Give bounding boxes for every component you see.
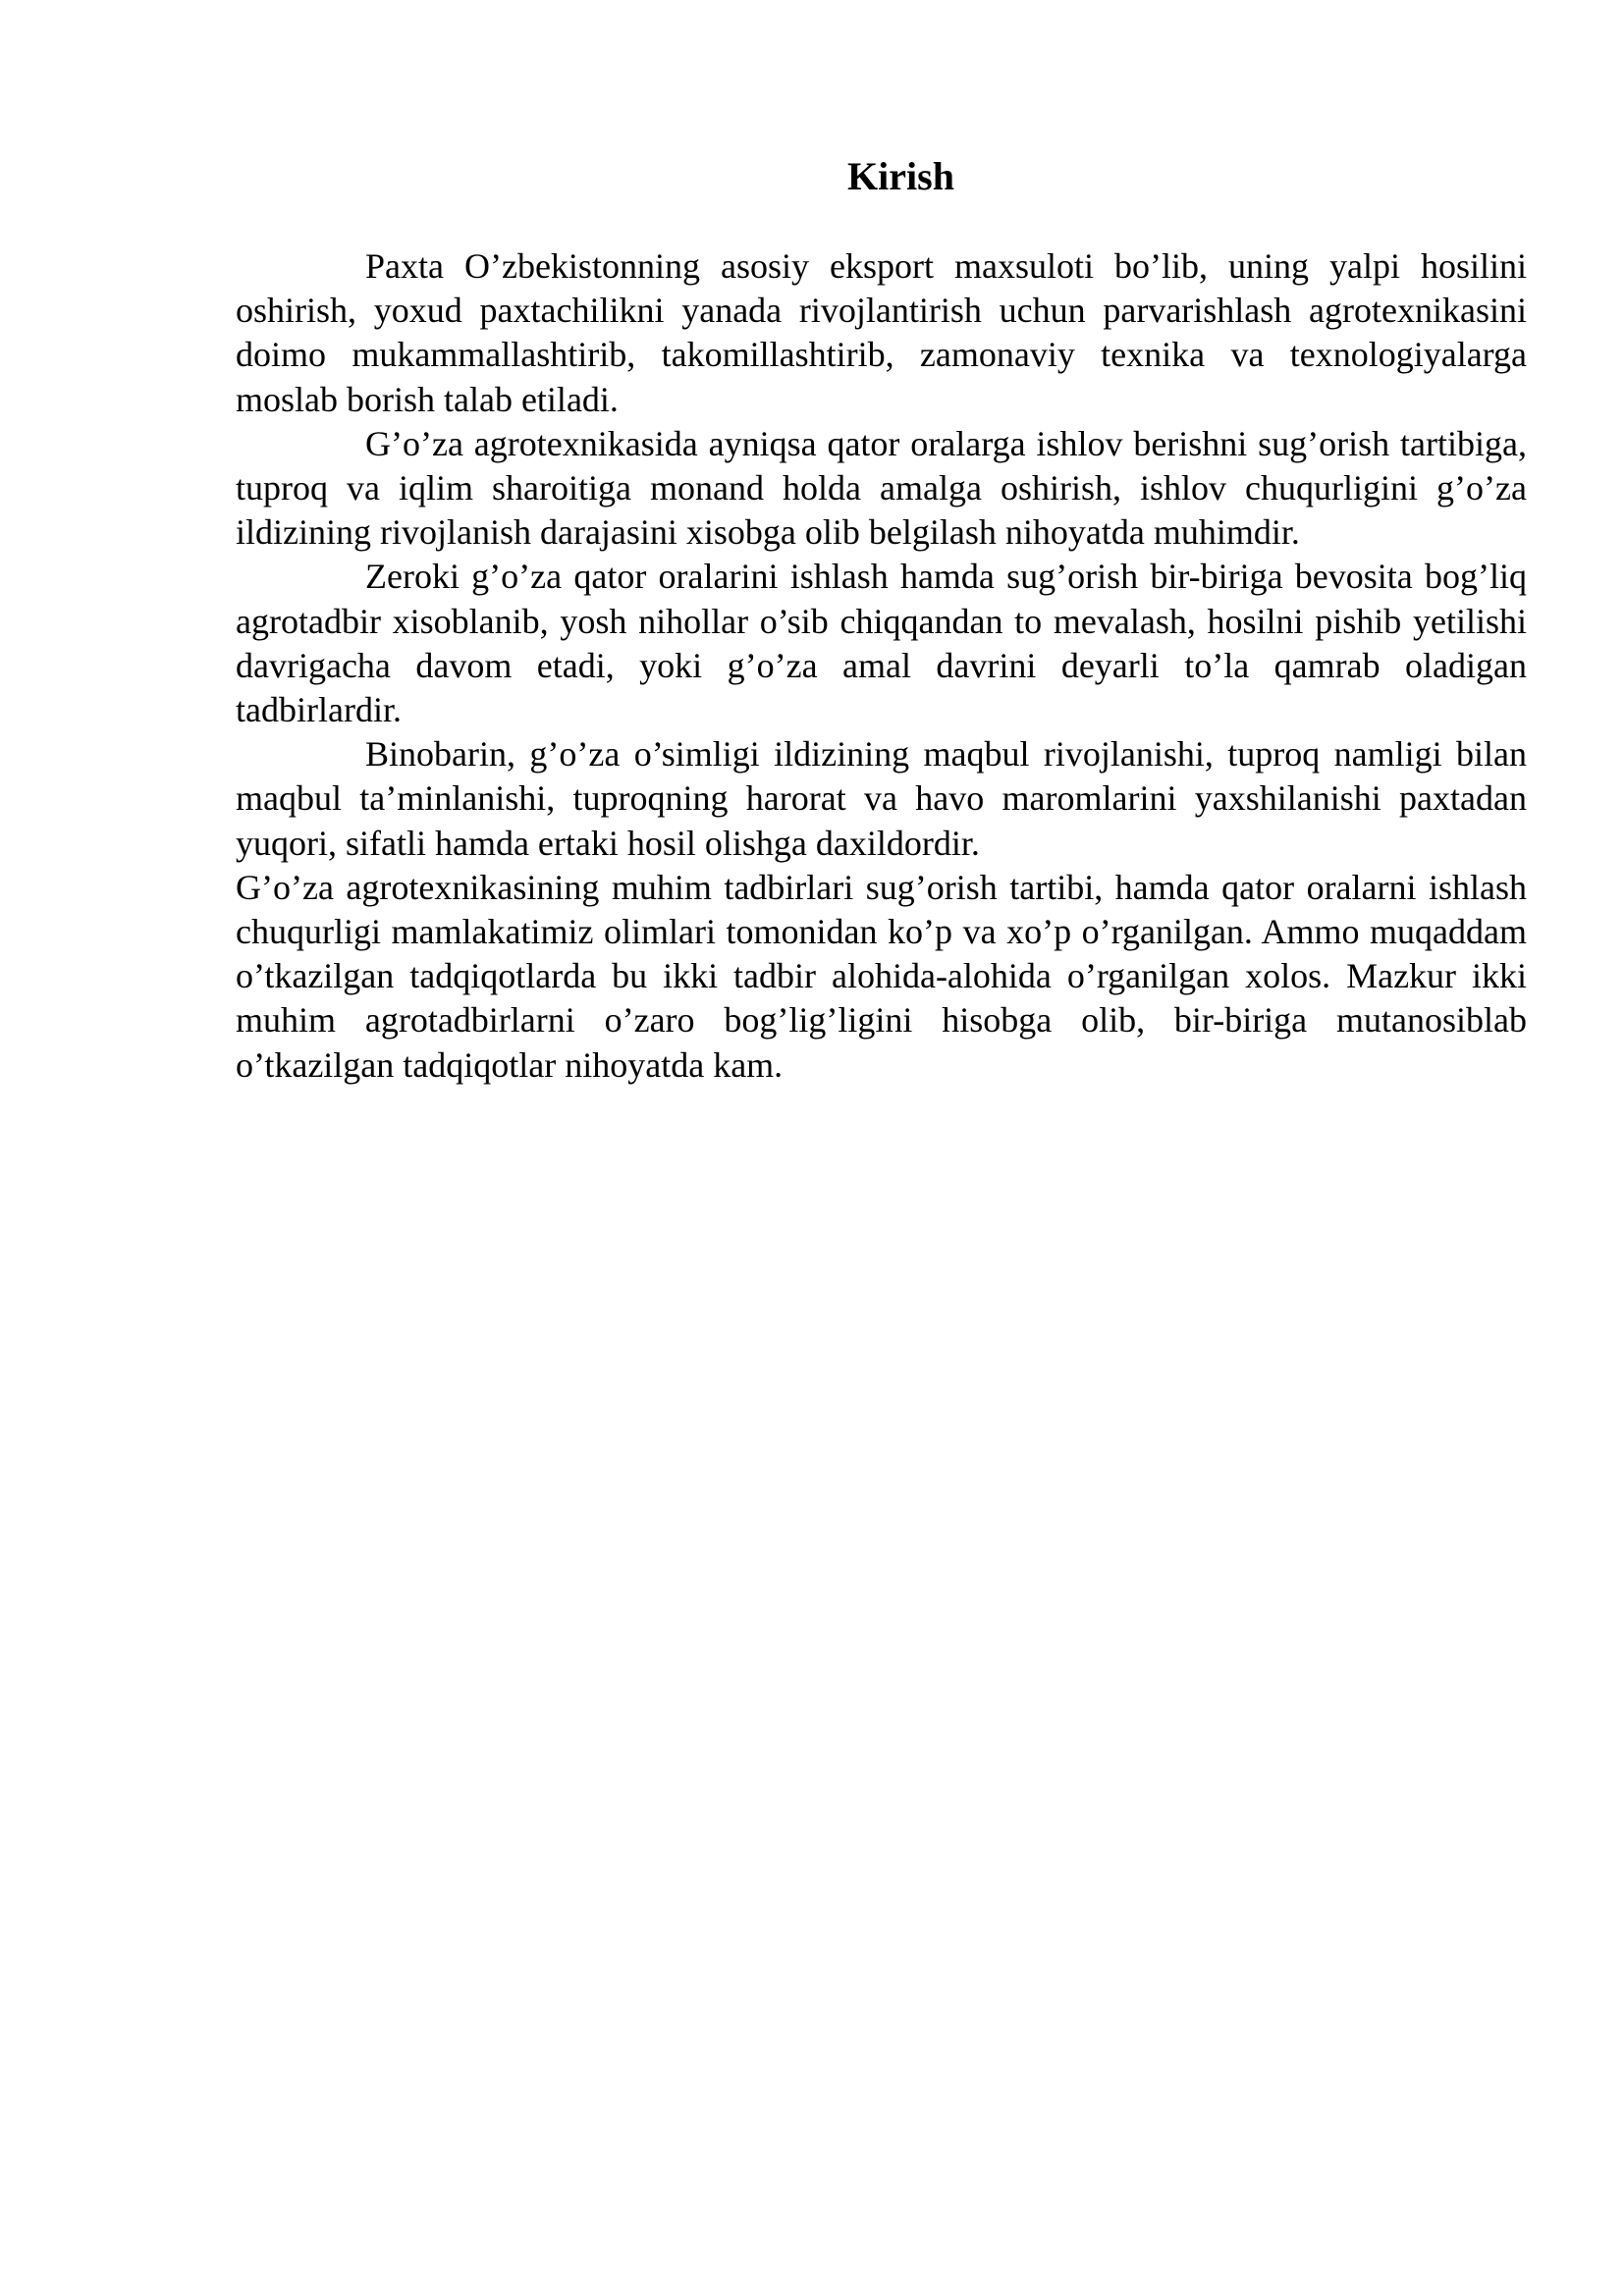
paragraph-2: G’o’za agrotexnikasida ayniqsa qator oralarga ishlov berishni sug’orish tartibiga, tuproq va iqlim sharoitiga monand holda amalga oshirish, ishlov chuqurligini g’o’za ildizining rivojlanish darajasini xisobga olib belgilash nihoyatda muhimdir. (236, 423, 1527, 553)
page-title: Kirish (847, 154, 954, 198)
paragraph-3: Zeroki g’o’za qator oralarini ishlash hamda sug’orish bir-biriga bevosita bog’liq agrotadbir xisoblanib, yosh nihollar o’sib chiqqandan to mevalash, hosilni pishib yetilishi davrigacha davom etadi, yoki g’o’za amal davrini deyarli to’la qamrab oladigan tadbirlardir. (236, 557, 1527, 730)
paragraph-5: G’o’za agrotexnikasining muhim tadbirlari sug’orish tartibi, hamda qator oralarni ishlash chuqurligi mamlakatimiz olimlari tomonidan ko’p va xo’p o’rganilgan. Ammo muqaddam o’tkazilgan tadqiqotlarda bu ikki tadbir alohida-alohida o’rganilgan xolos. Mazkur ikki muhim agrotadbirlarni o’zaro bog’lig’ligini hisobga olib, bir-biriga mutanosiblab o’tkazilgan tadqiqotlar nihoyatda kam. (236, 867, 1527, 1085)
document-body (236, 152, 1527, 1088)
paragraph-4: Binobarin, g’o’za o’simligi ildizining maqbul rivojlanishi, tuproq namligi bilan maqbul ta’minlanishi, tuproqning harorat va havo maromlarini yaxshilanishi paxtadan yuqori, sifatli hamda ertaki hosil olishga daxildordir. (236, 734, 1527, 863)
paragraph-1: Paxta O’zbekistonning asosiy eksport maxsuloti bo’lib, uning yalpi hosilini oshirish, yoxud paxtachilikni yanada rivojlantirish uchun parvarishlash agrotexnikasini doimo mukammallashtirib, takomillashtirib, zamonaviy texnika va texnologiyalarga moslab borish talab etiladi. (236, 246, 1527, 419)
